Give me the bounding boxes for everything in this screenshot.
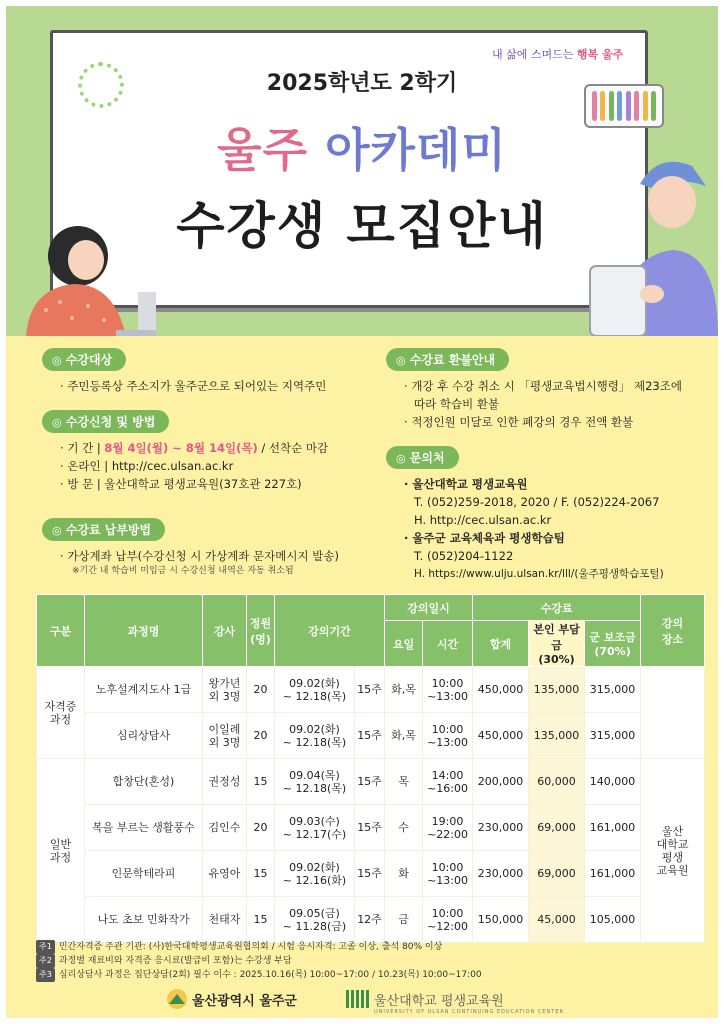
th-schedule: 강의일시 (385, 595, 473, 621)
table-row (37, 713, 705, 759)
main-title: 울주 아카데미 (217, 123, 507, 177)
day-cell: 목 (385, 759, 423, 805)
time-cell: 10:00 ~13:00 (423, 713, 473, 759)
weeks-cell: 15주 (355, 851, 385, 897)
ulsan-university-logo: 울산대학교 평생교육원 UNIVERSITY OF ULSAN CONTINUING EDUCATION CENTER (374, 994, 564, 1015)
section-heading: ◎ 수강료 환불안내 (386, 348, 509, 371)
course-table-body (37, 667, 705, 943)
slogan: 내 삶에 스며드는 행복 울주 (492, 48, 624, 61)
section-target (42, 348, 372, 395)
contact-org-2-tel: T. (052)204-1122 (414, 549, 514, 563)
contact-org-1: · 울산대학교 평생교육원 (404, 477, 528, 491)
footer (6, 986, 718, 1018)
th-course: 과정명 (85, 595, 203, 667)
fee-total-cell: 230,000 (473, 805, 529, 851)
contact-org-2-web[interactable]: H. https://www.ulju.ulsan.kr/lll/(울주평생학습포털) (414, 568, 664, 580)
fee-subsidy-cell: 140,000 (585, 759, 641, 805)
th-subsidy: 군 보조금 (70%) (585, 621, 641, 667)
th-time: 시간 (423, 621, 473, 667)
apply-period: · 기 간 | 8월 4일(월) ~ 8월 14일(목) / 선착순 마감 (60, 441, 329, 455)
capacity-cell: 20 (247, 667, 275, 713)
capacity-cell: 15 (247, 759, 275, 805)
refund-item-2: · 적정인원 미달로 인한 폐강의 경우 전액 환불 (404, 415, 634, 429)
payment-item: · 가상계좌 납부(수강신청 시 가상계좌 문자메시지 발송) (60, 549, 339, 563)
day-cell: 화,목 (385, 667, 423, 713)
fee-self-cell: 69,000 (529, 805, 585, 851)
section-heading: ◎ 수강대상 (42, 348, 126, 371)
section-heading: ◎ 문의처 (386, 446, 459, 469)
fee-self-cell: 60,000 (529, 759, 585, 805)
term-label: 2025학년도 2학기 (266, 71, 458, 96)
th-capacity: 정원 (명) (247, 595, 275, 667)
period-cell: 09.04(목) ~ 12.18(목) (275, 759, 355, 805)
course-name-cell: 심리상담사 (85, 713, 203, 759)
time-cell: 14:00 ~16:00 (423, 759, 473, 805)
payment-note: ※기간 내 학습비 미입금 시 수강신청 내역은 자동 취소됨 (72, 566, 294, 576)
fee-self-cell: 135,000 (529, 667, 585, 713)
day-cell: 화,목 (385, 713, 423, 759)
time-cell: 10:00 ~13:00 (423, 851, 473, 897)
weeks-cell: 15주 (355, 667, 385, 713)
capacity-cell: 15 (247, 851, 275, 897)
fee-total-cell: 150,000 (473, 897, 529, 943)
apply-online: · 온라인 | http://cec.ulsan.ac.kr (60, 459, 234, 473)
ulju-county-logo: 울산광역시 울주군 (192, 994, 297, 1009)
fee-total-cell: 450,000 (473, 713, 529, 759)
fee-subsidy-cell: 315,000 (585, 667, 641, 713)
course-name-cell: 합창단(혼성) (85, 759, 203, 805)
contact-org-2: · 울주군 교육체육과 평생학습팀 (404, 531, 565, 545)
section-heading: ◎ 수강료 납부방법 (42, 518, 165, 541)
capacity-cell: 20 (247, 805, 275, 851)
capacity-cell: 20 (247, 713, 275, 759)
section-apply (42, 410, 382, 493)
day-cell: 화 (385, 851, 423, 897)
th-teacher: 강사 (203, 595, 247, 667)
time-cell: 19:00 ~22:00 (423, 805, 473, 851)
weeks-cell: 15주 (355, 713, 385, 759)
fee-self-cell: 135,000 (529, 713, 585, 759)
footnote: 주2 과정별 재료비와 자격증 응시료(발급비 포함)는 수강생 부담 (36, 954, 704, 968)
day-cell: 수 (385, 805, 423, 851)
time-cell: 10:00 ~12:00 (423, 897, 473, 943)
section-heading: ◎ 수강신청 및 방법 (42, 410, 169, 433)
section-refund (386, 348, 706, 431)
th-fee: 수강료 (473, 595, 641, 621)
teacher-cell: 권정성 (203, 759, 247, 805)
th-day: 요일 (385, 621, 423, 667)
place-cell: 울산 대학교 평생 교육원 (641, 759, 705, 943)
course-name-cell: 인문학테라피 (85, 851, 203, 897)
table-row (37, 805, 705, 851)
contact-org-1-tel: T. (052)259-2018, 2020 / F. (052)224-2067 (414, 495, 660, 509)
target-item: · 주민등록상 주소지가 울주군으로 되어있는 지역주민 (60, 379, 327, 393)
fee-self-cell: 69,000 (529, 851, 585, 897)
table-row (37, 851, 705, 897)
section-payment (42, 518, 382, 577)
ulsan-university-logo-icon (346, 990, 370, 1008)
refund-item-1-cont: 따라 학습비 환불 (414, 397, 500, 411)
period-cell: 09.03(수) ~ 12.17(수) (275, 805, 355, 851)
header-banner (6, 6, 718, 336)
refund-item-1: · 개강 후 수강 취소 시 「평생교육법시행령」 제23조에 (404, 379, 682, 393)
weeks-cell: 15주 (355, 759, 385, 805)
fee-total-cell: 200,000 (473, 759, 529, 805)
table-row (37, 897, 705, 943)
th-place: 강의 장소 (641, 595, 705, 667)
th-category: 구분 (37, 595, 85, 667)
teacher-cell: 유영아 (203, 851, 247, 897)
online-link[interactable]: http://cec.ulsan.ac.kr (111, 459, 234, 473)
poster (6, 6, 718, 1018)
teacher-cell: 이일례 외 3명 (203, 713, 247, 759)
period-cell: 09.02(화) ~ 12.16(화) (275, 851, 355, 897)
fee-total-cell: 450,000 (473, 667, 529, 713)
footnotes (36, 940, 704, 982)
man-with-tablet-illustration (580, 146, 718, 336)
woman-with-laptop-illustration (16, 218, 156, 336)
capacity-cell: 15 (247, 897, 275, 943)
teacher-cell: 김인수 (203, 805, 247, 851)
fee-self-cell: 45,000 (529, 897, 585, 943)
th-period: 강의기간 (275, 595, 385, 667)
course-name-cell: 복을 부르는 생활풍수 (85, 805, 203, 851)
period-cell: 09.05(금) ~ 11.28(금) (275, 897, 355, 943)
th-self-pay: 본인 부담금 (30%) (529, 621, 585, 667)
table-row (37, 667, 705, 713)
teacher-cell: 왕가년 외 3명 (203, 667, 247, 713)
fee-total-cell: 230,000 (473, 851, 529, 897)
ulju-county-logo-icon (166, 988, 188, 1010)
footnote: 주3 심리상담사 과정은 집단상담(2회) 필수 이수 : 2025.10.16(목) 10:00~17:00 / 10.23(목) 10:00~17:00 (36, 968, 704, 982)
weeks-cell: 15주 (355, 805, 385, 851)
course-table (36, 594, 704, 933)
section-contact (386, 446, 706, 583)
fee-subsidy-cell: 161,000 (585, 851, 641, 897)
period-cell: 09.02(화) ~ 12.18(목) (275, 713, 355, 759)
place-cell (641, 667, 705, 759)
category-cell: 일반 과정 (37, 759, 85, 943)
footnote: 주1 민간자격증 주관 기관: (사)한국대학평생교육원협의회 / 시험 응시자격: 고졸 이상, 출석 80% 이상 (36, 940, 704, 954)
fee-subsidy-cell: 105,000 (585, 897, 641, 943)
day-cell: 금 (385, 897, 423, 943)
period-cell: 09.02(화) ~ 12.18(목) (275, 667, 355, 713)
course-name-cell: 나도 초보 민화작가 (85, 897, 203, 943)
fee-subsidy-cell: 161,000 (585, 805, 641, 851)
weeks-cell: 12주 (355, 897, 385, 943)
teacher-cell: 천태자 (203, 897, 247, 943)
contact-org-1-web[interactable]: H. http://cec.ulsan.ac.kr (414, 513, 552, 527)
fee-subsidy-cell: 315,000 (585, 713, 641, 759)
main-subtitle: 수강생 모집안내 (176, 197, 548, 255)
category-cell: 자격증 과정 (37, 667, 85, 759)
table-row (37, 759, 705, 805)
course-name-cell: 노후설계지도사 1급 (85, 667, 203, 713)
th-total: 합계 (473, 621, 529, 667)
time-cell: 10:00 ~13:00 (423, 667, 473, 713)
apply-visit: · 방 문 | 울산대학교 평생교육원(37호관 227호) (60, 477, 302, 491)
